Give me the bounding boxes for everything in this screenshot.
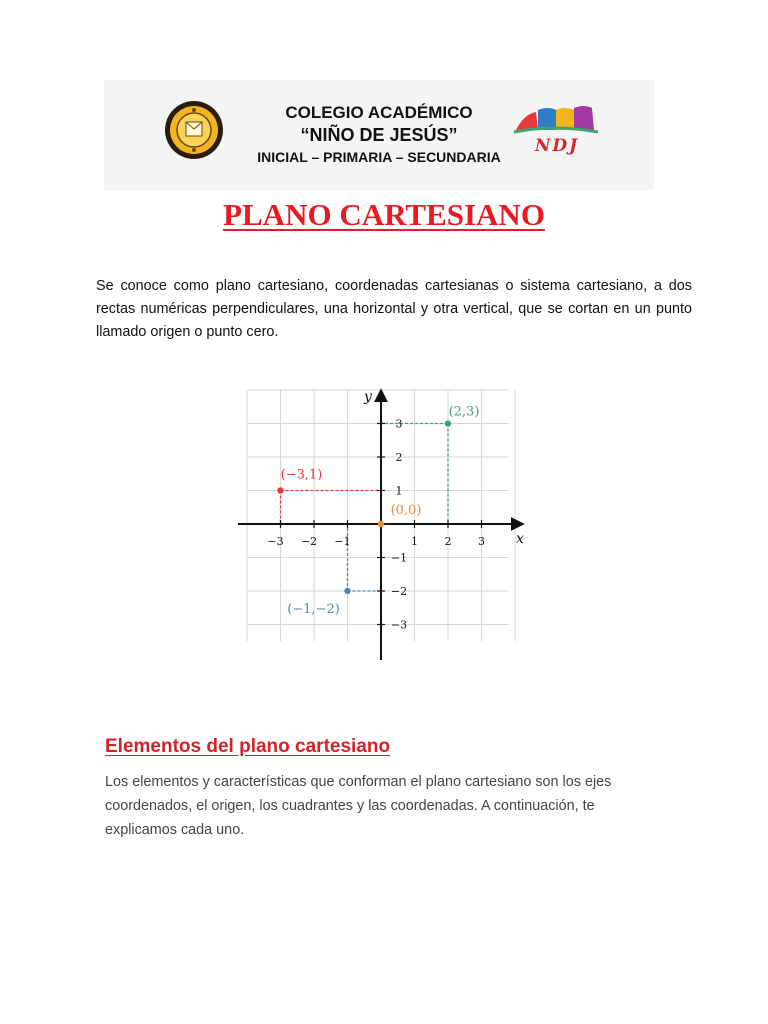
school-seal-icon — [164, 98, 224, 162]
point-guides — [281, 424, 449, 592]
y-tick-label: −3 — [390, 618, 408, 632]
ndj-logo-text: NDJ — [534, 136, 580, 156]
y-tick-label: −2 — [390, 585, 408, 598]
x-tick-label: 3 — [478, 535, 485, 548]
school-name-line2: “NIÑO DE JESÚS” — [300, 125, 458, 145]
points — [277, 405, 479, 618]
y-tick-label: 2 — [395, 451, 403, 464]
books-icon — [506, 102, 606, 136]
x-tick-label: −1 — [334, 535, 351, 548]
point-marker — [344, 588, 350, 594]
school-name — [244, 102, 514, 168]
x-tick-label: −2 — [300, 535, 318, 548]
y-axis-label: y — [364, 389, 372, 405]
point-marker — [277, 487, 283, 493]
school-name-line1: COLEGIO ACADÉMICO — [285, 103, 473, 122]
x-tick-label: −3 — [267, 535, 284, 548]
cartesian-plane-figure — [230, 385, 540, 670]
section-heading: Elementos del plano cartesiano — [105, 736, 391, 757]
point-marker — [445, 420, 451, 426]
section-paragraph: Los elementos y características que conforman el plano cartesiano son los ejes coordenados, el origen, los cuadrantes y las coordenadas. A continuación, te explicamos cada uno. — [105, 774, 612, 838]
point-label: (0,0) — [390, 503, 422, 518]
school-header-banner — [104, 80, 654, 190]
y-tick-label: 3 — [395, 417, 403, 431]
point-label: (2,3) — [448, 404, 480, 420]
ndj-logo — [506, 102, 606, 162]
x-tick-label: 1 — [411, 535, 418, 548]
intro-paragraph: Se conoce como plano cartesiano, coordenadas cartesianas o sistema cartesiano, a dos rectas numéricas perpendiculares, una horizontal y otra vertical, que se cortan en un punto llamado origen o punto cero. — [96, 278, 692, 340]
x-axis-label: x — [516, 531, 524, 547]
point-marker — [378, 521, 384, 527]
y-tick-label: −1 — [390, 551, 408, 565]
point-label: (−1,−2) — [287, 602, 340, 617]
y-tick-label: 1 — [395, 484, 403, 498]
point-label: (−3,1) — [280, 467, 323, 483]
x-tick-label: 2 — [444, 535, 452, 548]
page-title: PLANO CARTESIANO — [223, 197, 545, 232]
school-levels: INICIAL – PRIMARIA – SECUNDARIA — [257, 149, 501, 165]
